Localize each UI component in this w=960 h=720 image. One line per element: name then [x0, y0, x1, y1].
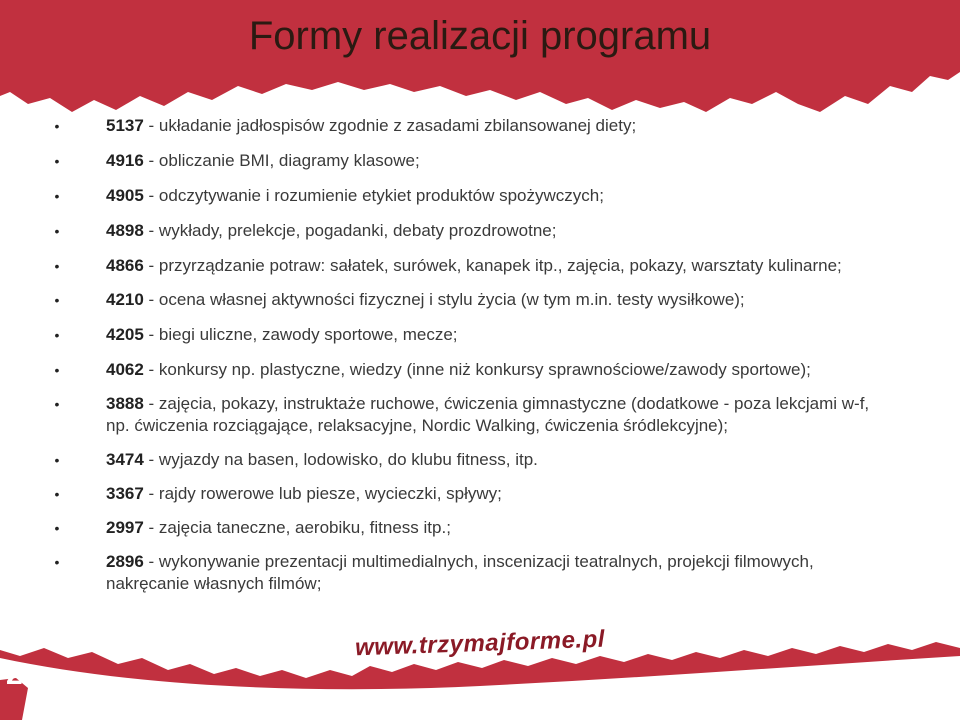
website-url[interactable]: www.trzymajforme.pl: [354, 625, 606, 662]
bullet-icon: •: [54, 292, 60, 308]
item-text: - biegi uliczne, zawody sportowe, mecze;: [143, 325, 458, 344]
slide-title: Formy realizacji programu: [248, 14, 712, 58]
bullet-icon: •: [54, 554, 60, 570]
bullet-icon: •: [54, 362, 60, 378]
item-text: - zajęcia, pokazy, instruktaże ruchowe, ćwiczenia gimnastyczne (dodatkowe - poza lekcjami w-f, np. ćwiczenia rozciągające, relaksacyjne, Nordic Walking, ćwiczenia śródlekcyjne);: [106, 394, 870, 435]
item-text: - zajęcia taneczne, aerobiku, fitness itp.;: [143, 518, 451, 537]
list-item: [52, 255, 892, 277]
list-item: [52, 324, 892, 346]
program-forms-list: [52, 115, 892, 595]
count-value: 4916: [106, 151, 144, 170]
item-text: - konkursy np. plastyczne, wiedzy (inne niż konkursy sprawnościowe/zawody sportowe);: [143, 360, 811, 379]
item-text: - wyjazdy na basen, lodowisko, do klubu fitness, itp.: [143, 450, 538, 469]
list-item: [52, 393, 892, 437]
item-text: - rajdy rowerowe lub piesze, wycieczki, spływy;: [143, 484, 502, 503]
bullet-icon: •: [54, 327, 60, 343]
bullet-icon: •: [54, 188, 60, 204]
count-value: 3367: [106, 484, 144, 503]
list-item: [52, 150, 892, 172]
count-value: 3474: [106, 450, 144, 469]
list-item: [52, 185, 892, 207]
slide-number: 2: [6, 658, 23, 691]
list-item: [52, 359, 892, 381]
count-value: 4898: [106, 221, 144, 240]
list-item: [52, 551, 892, 595]
bullet-icon: •: [54, 452, 60, 468]
item-text: - wykonywanie prezentacji multimedialnych, inscenizacji teatralnych, projekcji filmowych, nakręcanie własnych filmów;: [106, 552, 814, 593]
count-value: 5137: [106, 116, 144, 135]
list-item: [52, 289, 892, 311]
item-text: - wykłady, prelekcje, pogadanki, debaty prozdrowotne;: [143, 221, 557, 240]
count-value: 4062: [106, 360, 144, 379]
bullet-icon: •: [54, 486, 60, 502]
list-item: [52, 449, 892, 471]
item-text: - przyrządzanie potraw: sałatek, surówek, kanapek itp., zajęcia, pokazy, warsztaty kulinarne;: [143, 256, 842, 275]
bullet-icon: •: [54, 396, 60, 412]
list-item: [52, 115, 892, 137]
count-value: 4905: [106, 186, 144, 205]
item-text: - układanie jadłospisów zgodnie z zasadami zbilansowanej diety;: [143, 116, 637, 135]
item-text: - odczytywanie i rozumienie etykiet produktów spożywczych;: [143, 186, 604, 205]
list-item: [52, 517, 892, 539]
list-item: [52, 220, 892, 242]
bullet-icon: •: [54, 520, 60, 536]
count-value: 4210: [106, 290, 144, 309]
count-value: 2997: [106, 518, 144, 537]
count-value: 3888: [106, 394, 144, 413]
item-text: - ocena własnej aktywności fizycznej i stylu życia (w tym m.in. testy wysiłkowe);: [143, 290, 745, 309]
bullet-icon: •: [54, 258, 60, 274]
count-value: 4866: [106, 256, 144, 275]
list-item: [52, 483, 892, 505]
bullet-icon: •: [54, 153, 60, 169]
bullet-icon: •: [54, 223, 60, 239]
bullet-icon: •: [54, 118, 60, 134]
count-value: 2896: [106, 552, 144, 571]
count-value: 4205: [106, 325, 144, 344]
item-text: - obliczanie BMI, diagramy klasowe;: [143, 151, 420, 170]
